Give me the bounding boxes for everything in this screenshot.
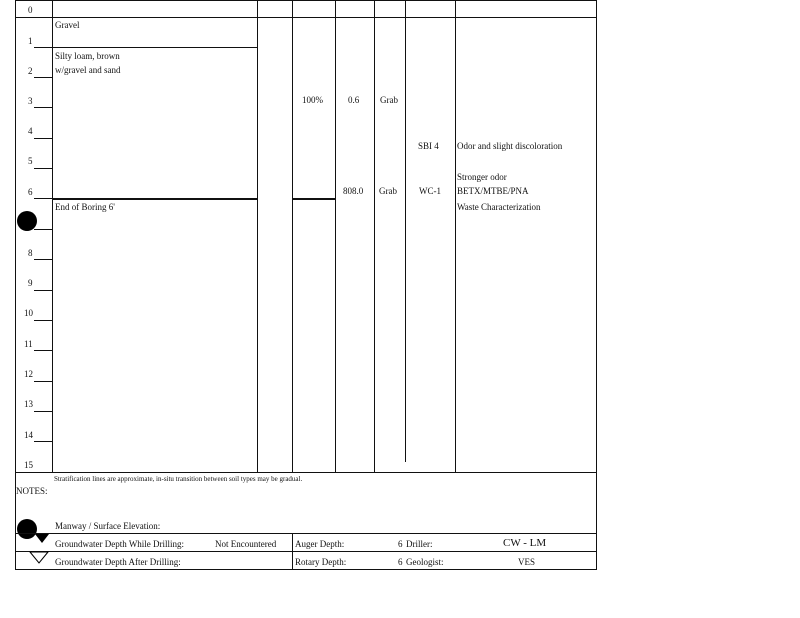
remarks-text: BETX/MTBE/PNA bbox=[457, 186, 529, 196]
strat-line-end-of-boring bbox=[52, 198, 257, 200]
depth-label: 15 bbox=[24, 460, 33, 470]
depth-label: 1 bbox=[28, 36, 33, 46]
depth-tick bbox=[34, 441, 52, 442]
auger-depth-label: Auger Depth: bbox=[295, 539, 345, 549]
footer-line-2 bbox=[15, 551, 597, 552]
sample-type: Grab bbox=[380, 95, 398, 105]
depth-label: 3 bbox=[28, 96, 33, 106]
remarks-text: Odor and slight discoloration bbox=[457, 141, 563, 151]
driller-label: Driller: bbox=[406, 539, 433, 549]
driller-value: CW - LM bbox=[503, 537, 547, 549]
depth-tick bbox=[34, 350, 52, 351]
depth-tick bbox=[34, 168, 52, 169]
depth-label: 10 bbox=[24, 308, 33, 318]
table-top-border bbox=[15, 0, 597, 1]
depth-tick bbox=[34, 259, 52, 260]
depth-tick bbox=[34, 229, 52, 230]
depth-tick bbox=[34, 381, 52, 382]
type-column-divider bbox=[405, 0, 406, 462]
depth-tick bbox=[34, 47, 52, 48]
groundwater-after-icon bbox=[29, 551, 49, 565]
depth-zero-line bbox=[15, 17, 597, 18]
sample-type: Grab bbox=[379, 186, 397, 196]
depth-tick bbox=[34, 77, 52, 78]
soil-description-silty-loam-2: w/gravel and sand bbox=[55, 65, 121, 75]
depth-label: 2 bbox=[28, 66, 33, 76]
sample-id: SBI 4 bbox=[418, 141, 439, 151]
end-of-boring-label: End of Boring 6' bbox=[55, 202, 115, 212]
right-border bbox=[596, 0, 597, 570]
left-border bbox=[15, 0, 16, 570]
rotary-depth-label: Rotary Depth: bbox=[295, 557, 347, 567]
depth-label: 4 bbox=[28, 126, 33, 136]
footer-line-1 bbox=[15, 533, 597, 534]
notes-label: NOTES: bbox=[16, 486, 48, 496]
remarks-text: Stronger odor bbox=[457, 172, 507, 182]
depth-label: 6 bbox=[28, 187, 33, 197]
gw-while-label: Groundwater Depth While Drilling: bbox=[55, 539, 185, 549]
strat-line-gravel bbox=[52, 47, 257, 48]
depth-label: 13 bbox=[24, 399, 33, 409]
strat-line-end-of-boring-2 bbox=[292, 198, 335, 200]
column-divider-2 bbox=[292, 0, 293, 472]
depth-tick bbox=[34, 198, 52, 199]
depth-label: 9 bbox=[28, 278, 33, 288]
depth-label: 11 bbox=[24, 339, 33, 349]
groundwater-while-icon bbox=[34, 534, 50, 544]
pid-value: 0.6 bbox=[348, 95, 360, 105]
soil-column-divider bbox=[257, 0, 258, 472]
geologist-value: VES bbox=[518, 557, 536, 567]
gw-after-label: Groundwater Depth After Drilling: bbox=[55, 557, 181, 567]
depth-tick bbox=[34, 107, 52, 108]
punch-hole-top bbox=[17, 211, 37, 231]
soil-description-silty-loam: Silty loam, brown bbox=[55, 51, 120, 61]
sample-id-column-divider bbox=[455, 0, 456, 472]
depth-tick bbox=[34, 290, 52, 291]
recovery-value: 100% bbox=[302, 95, 323, 105]
stratification-note: Stratification lines are approximate, in-situ transition between soil types may be gradual. bbox=[54, 475, 303, 483]
gw-while-value: Not Encountered bbox=[215, 539, 277, 549]
soil-description-gravel: Gravel bbox=[55, 20, 80, 30]
geologist-label: Geologist: bbox=[406, 557, 444, 567]
depth-label: 14 bbox=[24, 430, 33, 440]
depth-column-divider bbox=[52, 0, 53, 472]
depth-tick bbox=[34, 320, 52, 321]
depth-label: 8 bbox=[28, 248, 33, 258]
pid-value: 808.0 bbox=[343, 186, 364, 196]
manway-label: Manway / Surface Elevation: bbox=[55, 521, 161, 531]
recovery-column-divider bbox=[335, 0, 336, 472]
depth-tick bbox=[34, 411, 52, 412]
sample-id: WC-1 bbox=[419, 186, 441, 196]
depth-tick bbox=[34, 138, 52, 139]
depth-label: 5 bbox=[28, 156, 33, 166]
form-bottom-border bbox=[15, 569, 597, 570]
depth-label: 0 bbox=[28, 5, 33, 15]
auger-depth-value: 6 bbox=[398, 557, 403, 567]
table-bottom-line bbox=[15, 472, 597, 473]
remarks-text: Waste Characterization bbox=[457, 202, 541, 212]
pid-column-divider bbox=[374, 0, 375, 472]
depth-label: 12 bbox=[24, 369, 33, 379]
auger-depth-value: 6 bbox=[398, 539, 403, 549]
